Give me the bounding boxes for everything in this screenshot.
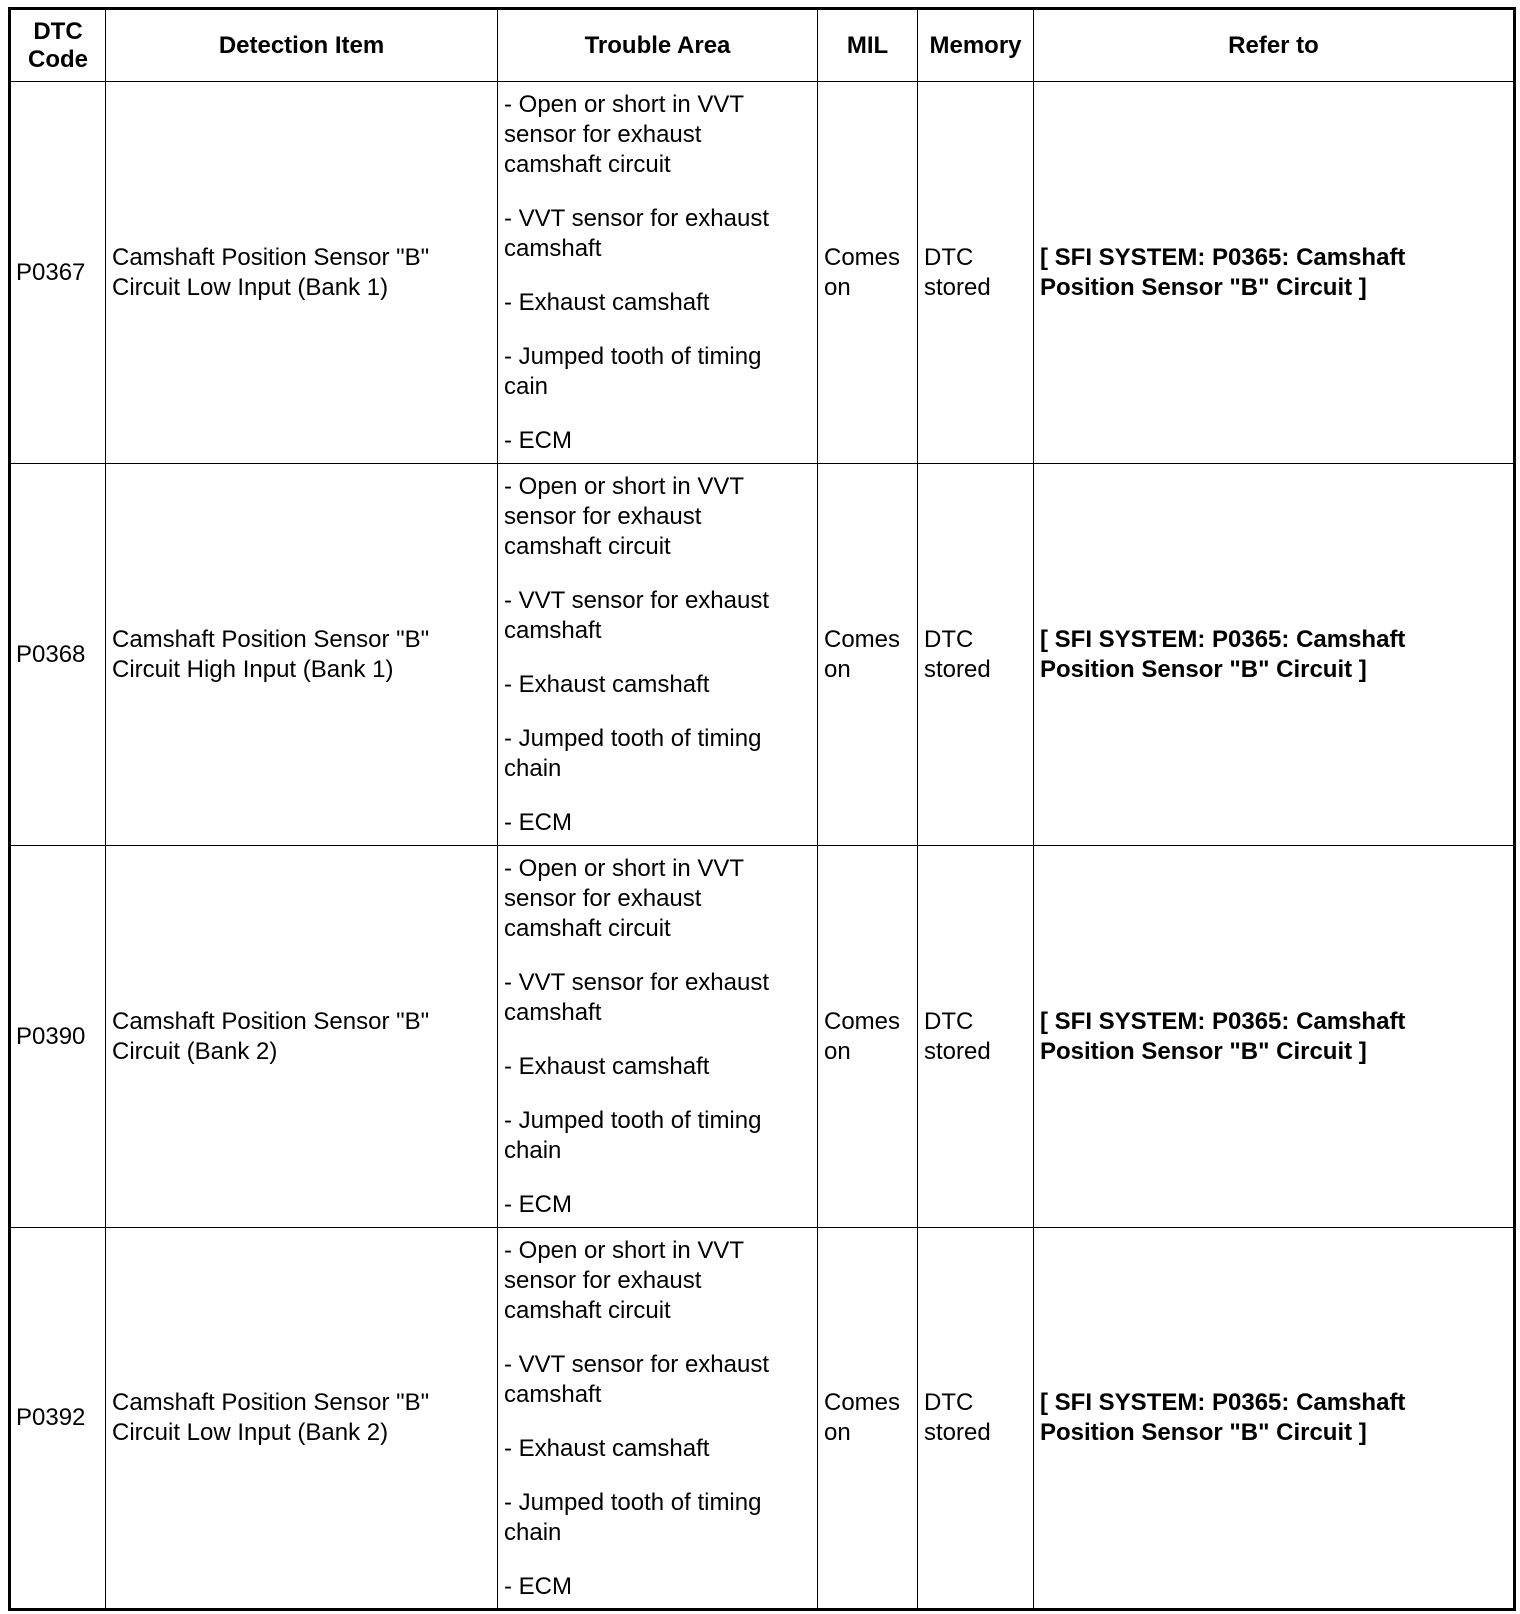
trouble-area-line: - Exhaust camshaft (504, 289, 710, 316)
detection-item-line: Camshaft Position Sensor "B" (112, 625, 430, 653)
trouble-area-entry (504, 426, 811, 456)
refer-to-cell (1034, 82, 1515, 464)
memory-line: DTC (924, 1389, 974, 1416)
trouble-area-line: chain (504, 1137, 562, 1164)
trouble-area-line: camshaft circuit (504, 151, 671, 178)
dtc-code: P0368 (16, 640, 86, 668)
table-row (10, 82, 1515, 464)
memory-cell (918, 464, 1034, 846)
memory-line: stored (924, 655, 991, 683)
trouble-area-entry (504, 342, 811, 402)
mil-line: Comes (824, 243, 901, 271)
trouble-area-line: - Open or short in VVT (504, 91, 745, 118)
detection-item-cell (106, 846, 498, 1228)
trouble-area-entry (504, 1488, 811, 1548)
mil-line: on (824, 273, 851, 301)
dtc-code: P0392 (16, 1404, 86, 1431)
trouble-area-entry (504, 90, 811, 180)
trouble-area-line: sensor for exhaust (504, 1267, 702, 1294)
detection-item-line: Circuit (Bank 2) (112, 1037, 278, 1065)
trouble-area-line: - Exhaust camshaft (504, 671, 710, 698)
mil-line: Comes (824, 1007, 901, 1035)
detection-item-line: Circuit Low Input (Bank 1) (112, 273, 389, 301)
trouble-area-line: chain (504, 755, 562, 782)
trouble-area-line: camshaft circuit (504, 533, 671, 560)
refer-to-cell (1034, 464, 1515, 846)
header-refer-to: Refer to (1034, 9, 1515, 82)
refer-to-link-line[interactable]: Position Sensor "B" Circuit ] (1040, 1419, 1367, 1446)
trouble-area-line: - VVT sensor for exhaust (504, 587, 770, 614)
trouble-area-line: - Jumped tooth of timing (504, 1489, 762, 1516)
mil-line: on (824, 1037, 851, 1065)
trouble-area-line: - Open or short in VVT (504, 855, 745, 882)
header-memory: Memory (918, 9, 1034, 82)
trouble-area-entry (504, 808, 811, 838)
detection-item-cell (106, 82, 498, 464)
header-row (10, 9, 1515, 82)
mil-line: on (824, 655, 851, 683)
detection-item-line: Circuit Low Input (Bank 2) (112, 1419, 389, 1446)
dtc-code-cell (10, 1228, 106, 1610)
memory-cell (918, 82, 1034, 464)
header-dtc-code (10, 9, 106, 82)
header-dtc-code-line1: DTC (33, 17, 83, 45)
refer-to-cell (1034, 846, 1515, 1228)
trouble-area-line: cain (504, 373, 549, 400)
trouble-area-line: - ECM (504, 809, 572, 836)
trouble-area-line: - Jumped tooth of timing (504, 725, 762, 752)
trouble-area-entry (504, 1350, 811, 1410)
memory-line: stored (924, 1037, 991, 1065)
trouble-area-line: - Jumped tooth of timing (504, 1107, 762, 1134)
trouble-area-line: camshaft circuit (504, 915, 671, 942)
trouble-area-cell (498, 82, 818, 464)
table-row (10, 846, 1515, 1228)
mil-cell (818, 464, 918, 846)
memory-cell (918, 846, 1034, 1228)
trouble-area-entry (504, 1236, 811, 1326)
trouble-area-line: - ECM (504, 1573, 572, 1600)
trouble-area-line: - VVT sensor for exhaust (504, 205, 770, 232)
trouble-area-entry (504, 204, 811, 264)
header-trouble-area: Trouble Area (498, 9, 818, 82)
trouble-area-line: - Exhaust camshaft (504, 1435, 710, 1462)
dtc-table (8, 7, 1516, 1611)
trouble-area-line: camshaft (504, 235, 602, 262)
memory-cell (918, 1228, 1034, 1610)
trouble-area-entry (504, 1106, 811, 1166)
dtc-table-body (10, 82, 1515, 1610)
trouble-area-line: sensor for exhaust (504, 503, 702, 530)
mil-cell (818, 846, 918, 1228)
trouble-area-cell (498, 1228, 818, 1610)
memory-line: DTC (924, 625, 974, 653)
trouble-area-line: camshaft (504, 1381, 602, 1408)
trouble-area-line: - VVT sensor for exhaust (504, 969, 770, 996)
memory-line: DTC (924, 1007, 974, 1035)
refer-to-link-line[interactable]: [ SFI SYSTEM: P0365: Camshaft (1040, 243, 1406, 271)
trouble-area-cell (498, 464, 818, 846)
trouble-area-line: - Exhaust camshaft (504, 1053, 710, 1080)
trouble-area-entry (504, 1434, 811, 1464)
dtc-code-cell (10, 82, 106, 464)
trouble-area-line: chain (504, 1519, 562, 1546)
mil-line: Comes (824, 1389, 901, 1416)
refer-to-link-line[interactable]: Position Sensor "B" Circuit ] (1040, 1037, 1367, 1065)
trouble-area-entry (504, 1190, 811, 1220)
trouble-area-entry (504, 670, 811, 700)
trouble-area-line: camshaft (504, 617, 602, 644)
mil-cell (818, 82, 918, 464)
trouble-area-line: camshaft (504, 999, 602, 1026)
refer-to-cell (1034, 1228, 1515, 1610)
trouble-area-line: camshaft circuit (504, 1297, 671, 1324)
table-row (10, 1228, 1515, 1610)
trouble-area-entry (504, 724, 811, 784)
trouble-area-entry (504, 288, 811, 318)
dtc-code: P0367 (16, 258, 86, 286)
detection-item-line: Camshaft Position Sensor "B" (112, 1007, 430, 1035)
header-detection-item: Detection Item (106, 9, 498, 82)
memory-line: stored (924, 273, 991, 301)
memory-line: DTC (924, 243, 974, 271)
trouble-area-entry (504, 586, 811, 646)
dtc-code: P0390 (16, 1022, 86, 1050)
trouble-area-line: - VVT sensor for exhaust (504, 1351, 770, 1378)
table-row (10, 464, 1515, 846)
trouble-area-line: - Jumped tooth of timing (504, 343, 762, 370)
detection-item-line: Camshaft Position Sensor "B" (112, 243, 430, 271)
trouble-area-entry (504, 1052, 811, 1082)
trouble-area-entry (504, 472, 811, 562)
trouble-area-entry (504, 1572, 811, 1602)
trouble-area-cell (498, 846, 818, 1228)
mil-cell (818, 1228, 918, 1610)
trouble-area-line: - ECM (504, 427, 572, 454)
trouble-area-line: - ECM (504, 1191, 572, 1218)
trouble-area-entry (504, 854, 811, 944)
trouble-area-line: - Open or short in VVT (504, 1237, 745, 1264)
refer-to-link-line[interactable]: [ SFI SYSTEM: P0365: Camshaft (1040, 1389, 1406, 1416)
refer-to-link-line[interactable]: [ SFI SYSTEM: P0365: Camshaft (1040, 1007, 1406, 1035)
refer-to-link-line[interactable]: Position Sensor "B" Circuit ] (1040, 273, 1367, 301)
detection-item-line: Camshaft Position Sensor "B" (112, 1389, 430, 1416)
header-mil: MIL (818, 9, 918, 82)
mil-line: Comes (824, 625, 901, 653)
trouble-area-line: sensor for exhaust (504, 121, 702, 148)
detection-item-cell (106, 464, 498, 846)
refer-to-link-line[interactable]: Position Sensor "B" Circuit ] (1040, 655, 1367, 683)
detection-item-line: Circuit High Input (Bank 1) (112, 655, 394, 683)
header-dtc-code-line2: Code (28, 45, 88, 73)
trouble-area-line: sensor for exhaust (504, 885, 702, 912)
mil-line: on (824, 1419, 851, 1446)
trouble-area-line: - Open or short in VVT (504, 473, 745, 500)
dtc-code-cell (10, 846, 106, 1228)
dtc-code-cell (10, 464, 106, 846)
refer-to-link-line[interactable]: [ SFI SYSTEM: P0365: Camshaft (1040, 625, 1406, 653)
memory-line: stored (924, 1419, 991, 1446)
detection-item-cell (106, 1228, 498, 1610)
trouble-area-entry (504, 968, 811, 1028)
